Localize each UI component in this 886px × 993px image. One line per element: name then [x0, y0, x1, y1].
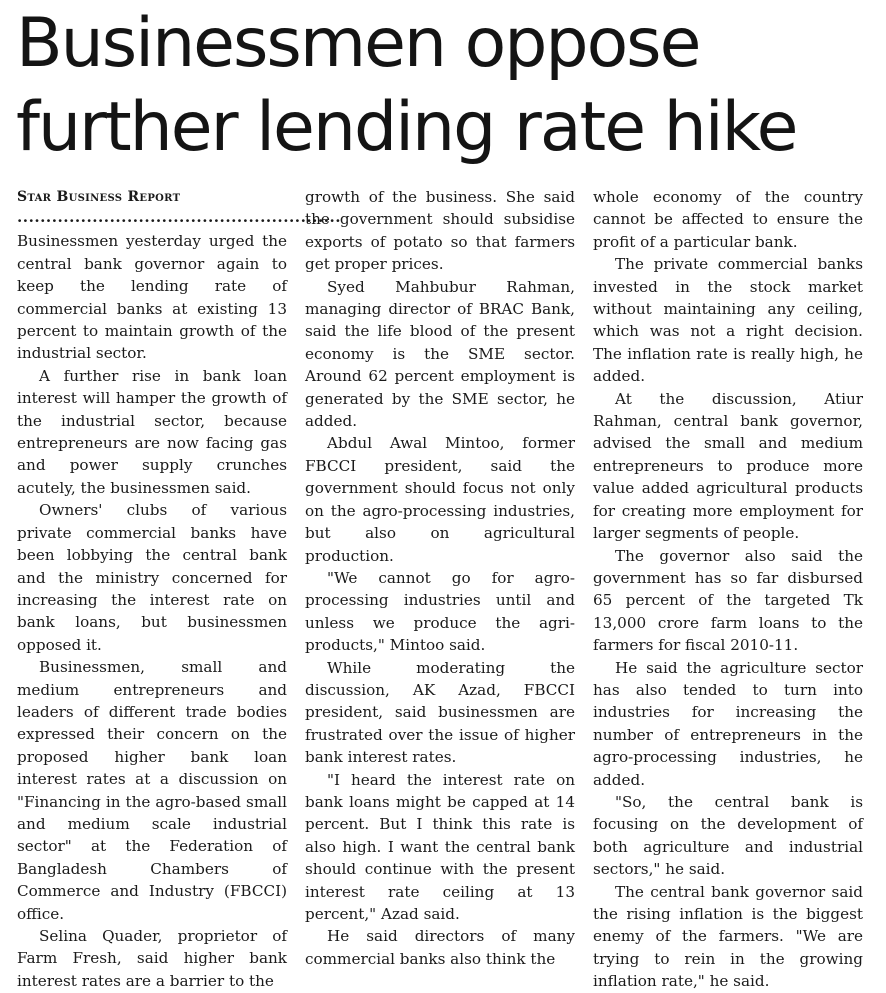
headline [16, 2, 876, 170]
paragraph: whole economy of the country cannot be affected to ensure the profit of a particular bank. [593, 188, 863, 251]
paragraph: Businessmen, small and medium entrepreneurs and leaders of different trade bodies expressed their concern on the proposed higher bank loan interest rates at a discussion on "Financing in the agro-based small and medium scale industrial sector" at the Federation of Bangladesh Chambers of Commerce and Industry (FBCCI) office. [17, 658, 287, 923]
paragraph: At the discussion, Atiur Rahman, central bank governor, advised the small and medium entrepreneurs to produce more value added agricultural products for creating more employment for larger segments of people. [593, 389, 863, 543]
paragraph: growth of the business. She said the government should subsidise exports of potato so that farmers get proper prices. [305, 188, 575, 274]
paragraph: He said the agriculture sector has also tended to turn into industries for increasing the number of entrepreneurs in the agro-processing industries, he added. [593, 658, 863, 789]
paragraph: The central bank governor said the rising inflation is the biggest enemy of the farmers. "We are trying to rein in the growing inflation rate," he said. [593, 882, 863, 991]
column-3 [593, 186, 863, 991]
byline-separator: ........................................................ [17, 208, 342, 227]
paragraph: Owners' clubs of various private commercial banks have been lobbying the central bank and the ministry concerned for increasing the interest rate on bank loans, but businessmen opposed it. [17, 501, 287, 654]
paragraph: The governor also said the government has so far disbursed 65 percent of the targeted Tk 13,000 crore farm loans to the farmers for fiscal 2010-11. [593, 546, 863, 655]
paragraph: "I heard the interest rate on bank loans might be capped at 14 percent. But I think this rate is also high. I want the central bank should continue with the present interest rate ceiling at 13 percent," Azad said. [305, 770, 575, 923]
headline-line-2: further lending rate hike [16, 88, 797, 167]
paragraph: The private commercial banks invested in the stock market without maintaining any ceiling, which was not a right decision. The inflation rate is really high, he added. [593, 255, 863, 386]
paragraph: Selina Quader, proprietor of Farm Fresh, said higher bank interest rates are a barrier to the [17, 927, 287, 990]
paragraph: He said directors of many commercial banks also think the [305, 927, 575, 968]
paragraph: A further rise in bank loan interest will hamper the growth of the industrial sector, because entrepreneurs are now facing gas and power supply crunches acutely, the businessmen said. [17, 366, 287, 497]
paragraph: Syed Mahbubur Rahman, managing director of BRAC Bank, said the life blood of the present economy is the SME sector. Around 62 percent employment is generated by the SME sector, he added. [305, 277, 575, 431]
paragraph: While moderating the discussion, AK Azad, FBCCI president, said businessmen are frustrated over the issue of higher bank interest rates. [305, 658, 575, 767]
headline-line-1: Businessmen oppose [16, 4, 700, 83]
column-2 [305, 186, 575, 966]
paragraph: Businessmen yesterday urged the central bank governor again to keep the lending rate of commercial banks at existing 13 percent to maintain growth of the industrial sector. [17, 232, 287, 363]
column-1 [17, 186, 342, 990]
paragraph: "So, the central bank is focusing on the development of both agriculture and industrial sectors," he said. [593, 792, 863, 879]
byline: Star Business Report [17, 189, 181, 205]
paragraph: Abdul Awal Mintoo, former FBCCI president, said the government should focus not only on the agro-processing industries, but also on agricultural production. [305, 434, 575, 565]
paragraph: "We cannot go for agro-processing industries until and unless we produce the agri-products," Mintoo said. [305, 568, 575, 655]
